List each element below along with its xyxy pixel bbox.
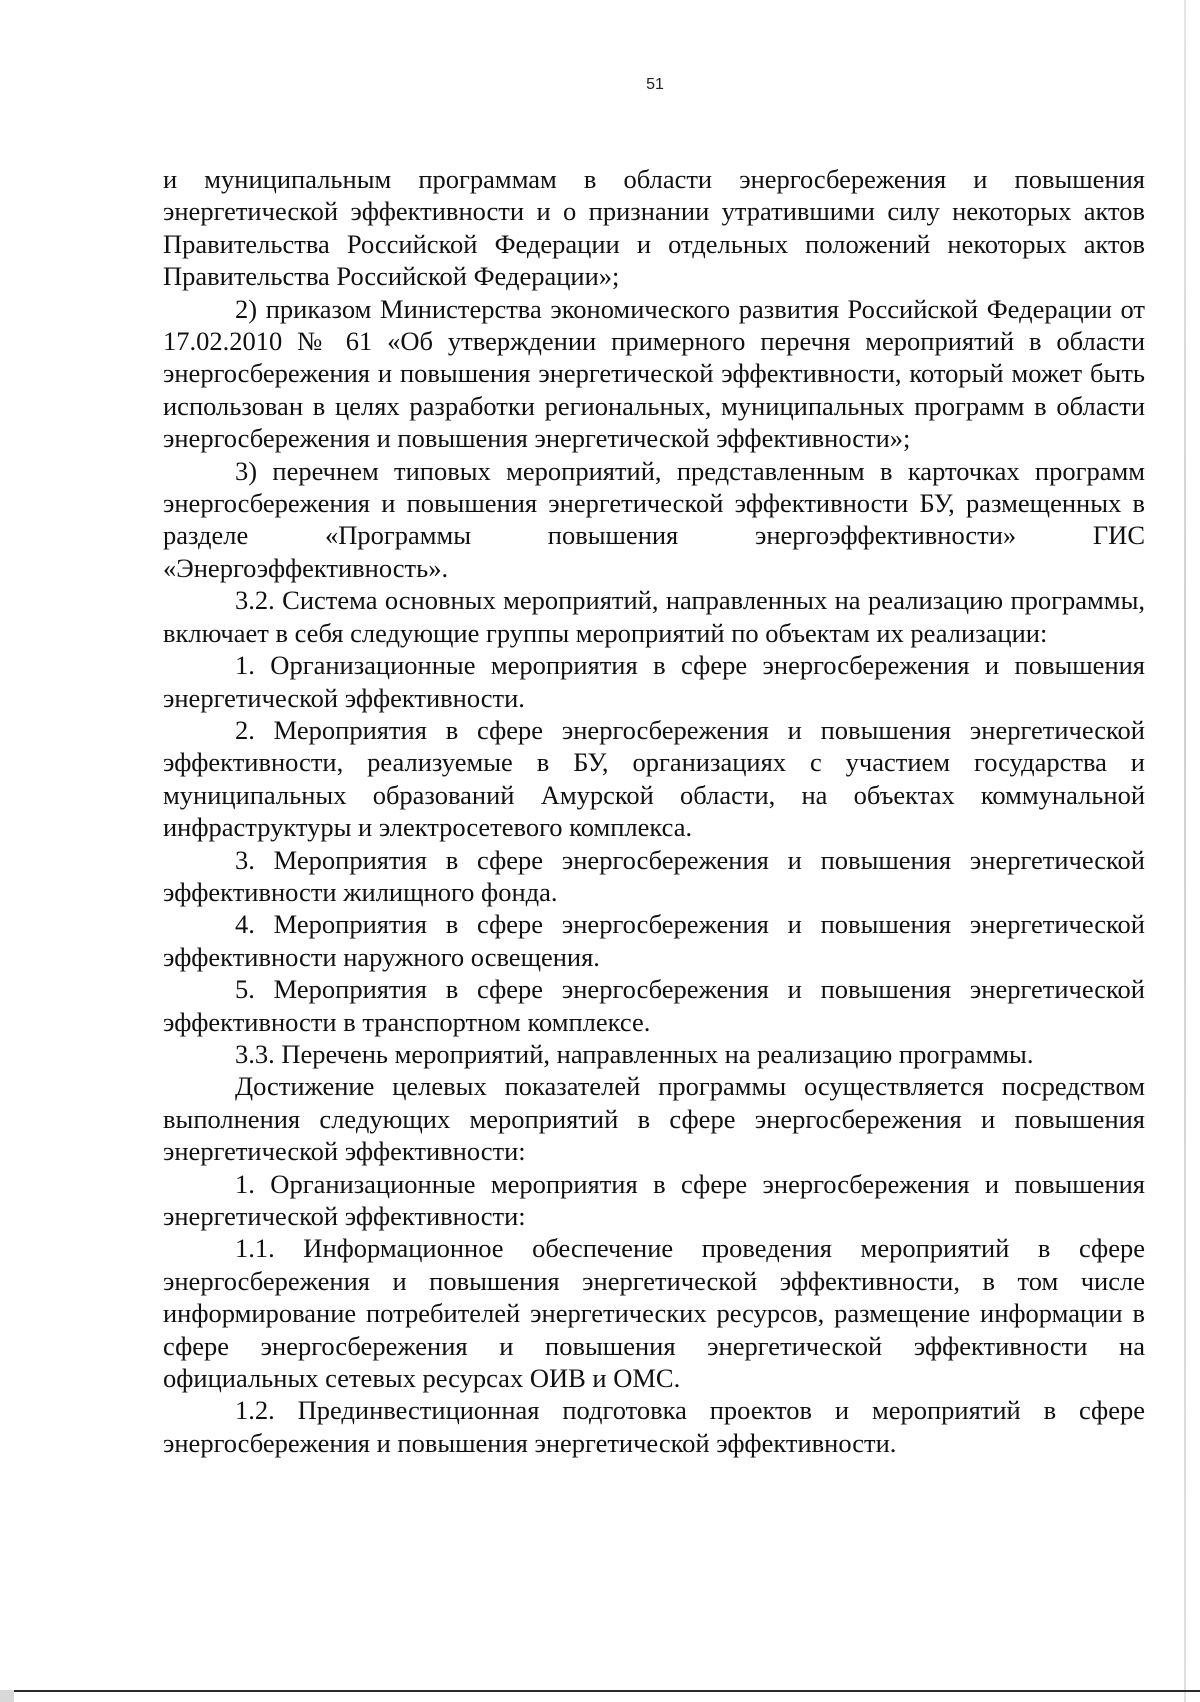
paragraph-continuation: и муниципальным программам в области энергосбережения и повышения энергетической эффективности и о признании утратившими силу некоторых актов Правительства Российской Федерации и отдельных положений некоторых актов Правительства Российской Федерации»; bbox=[163, 164, 1145, 292]
paragraph-measures-1-2: 1.2. Прединвестиционная подготовка проектов и мероприятий в сфере энергосбережения и повышения энергетической эффективности. bbox=[163, 1395, 1145, 1458]
paragraph-item-3-typical-measures: 3) перечнем типовых мероприятий, представленным в карточках программ энергосбережения и повышения энергетической эффективности БУ, размещенных в разделе «Программы повышения энергоэффективности» ГИС «Энергоэффективность». bbox=[163, 455, 1145, 583]
page-number: 51 bbox=[646, 76, 664, 93]
scan-edge-right bbox=[1184, 0, 1186, 1702]
paragraph-group-2: 2. Мероприятия в сфере энергосбережения и повышения энергетической эффективности, реализуемые в БУ, организациях с участием государства и муниципальных образований Амурской области, на объектах коммунальной инфраструктуры и электросетевого комплекса. bbox=[163, 714, 1145, 843]
document-body bbox=[163, 163, 1145, 1459]
paragraph-group-3: 3. Мероприятия в сфере энергосбережения и повышения энергетической эффективности жилищного фонда. bbox=[163, 844, 1145, 907]
paragraph-section-3-3: 3.3. Перечень мероприятий, направленных на реализацию программы. bbox=[235, 1038, 1034, 1069]
paragraph-group-5: 5. Мероприятия в сфере энергосбережения и повышения энергетической эффективности в транспортном комплексе. bbox=[163, 974, 1145, 1037]
paragraph-measures-1: 1. Организационные мероприятия в сфере энергосбережения и повышения энергетической эффективности: bbox=[163, 1168, 1145, 1231]
paragraph-achievement: Достижение целевых показателей программы осуществляется посредством выполнения следующих мероприятий в сфере энергосбережения и повышения энергетической эффективности: bbox=[163, 1071, 1145, 1167]
paragraph-group-1: 1. Организационные мероприятия в сфере энергосбережения и повышения энергетической эффективности. bbox=[163, 650, 1145, 713]
paragraph-section-3-2: 3.2. Система основных мероприятий, направленных на реализацию программы, включает в себя следующие группы мероприятий по объектам их реализации: bbox=[163, 585, 1145, 648]
paragraph-measures-1-1: 1.1. Информационное обеспечение проведения мероприятий в сфере энергосбережения и повышения энергетической эффективности, в том числе информирование потребителей энергетических ресурсов, размещение информации в сфере энергосбережения и повышения энергетической эффективности на официальных сетевых ресурсах ОИВ и ОМС. bbox=[163, 1233, 1145, 1394]
scan-edge-corner bbox=[0, 1690, 14, 1702]
paragraph-group-4: 4. Мероприятия в сфере энергосбережения и повышения энергетической эффективности наружного освещения. bbox=[163, 909, 1145, 972]
paragraph-item-2-order: 2) приказом Министерства экономического развития Российской Федерации от 17.02.2010 № 61 «Об утверждении примерного перечня мероприятий в области энергосбережения и повышения энергетической эффективности, который может быть использован в целях разработки региональных, муниципальных программ в области энергосбережения и повышения энергетической эффективности»; bbox=[163, 293, 1145, 454]
scan-edge-bottom bbox=[0, 1690, 1200, 1692]
